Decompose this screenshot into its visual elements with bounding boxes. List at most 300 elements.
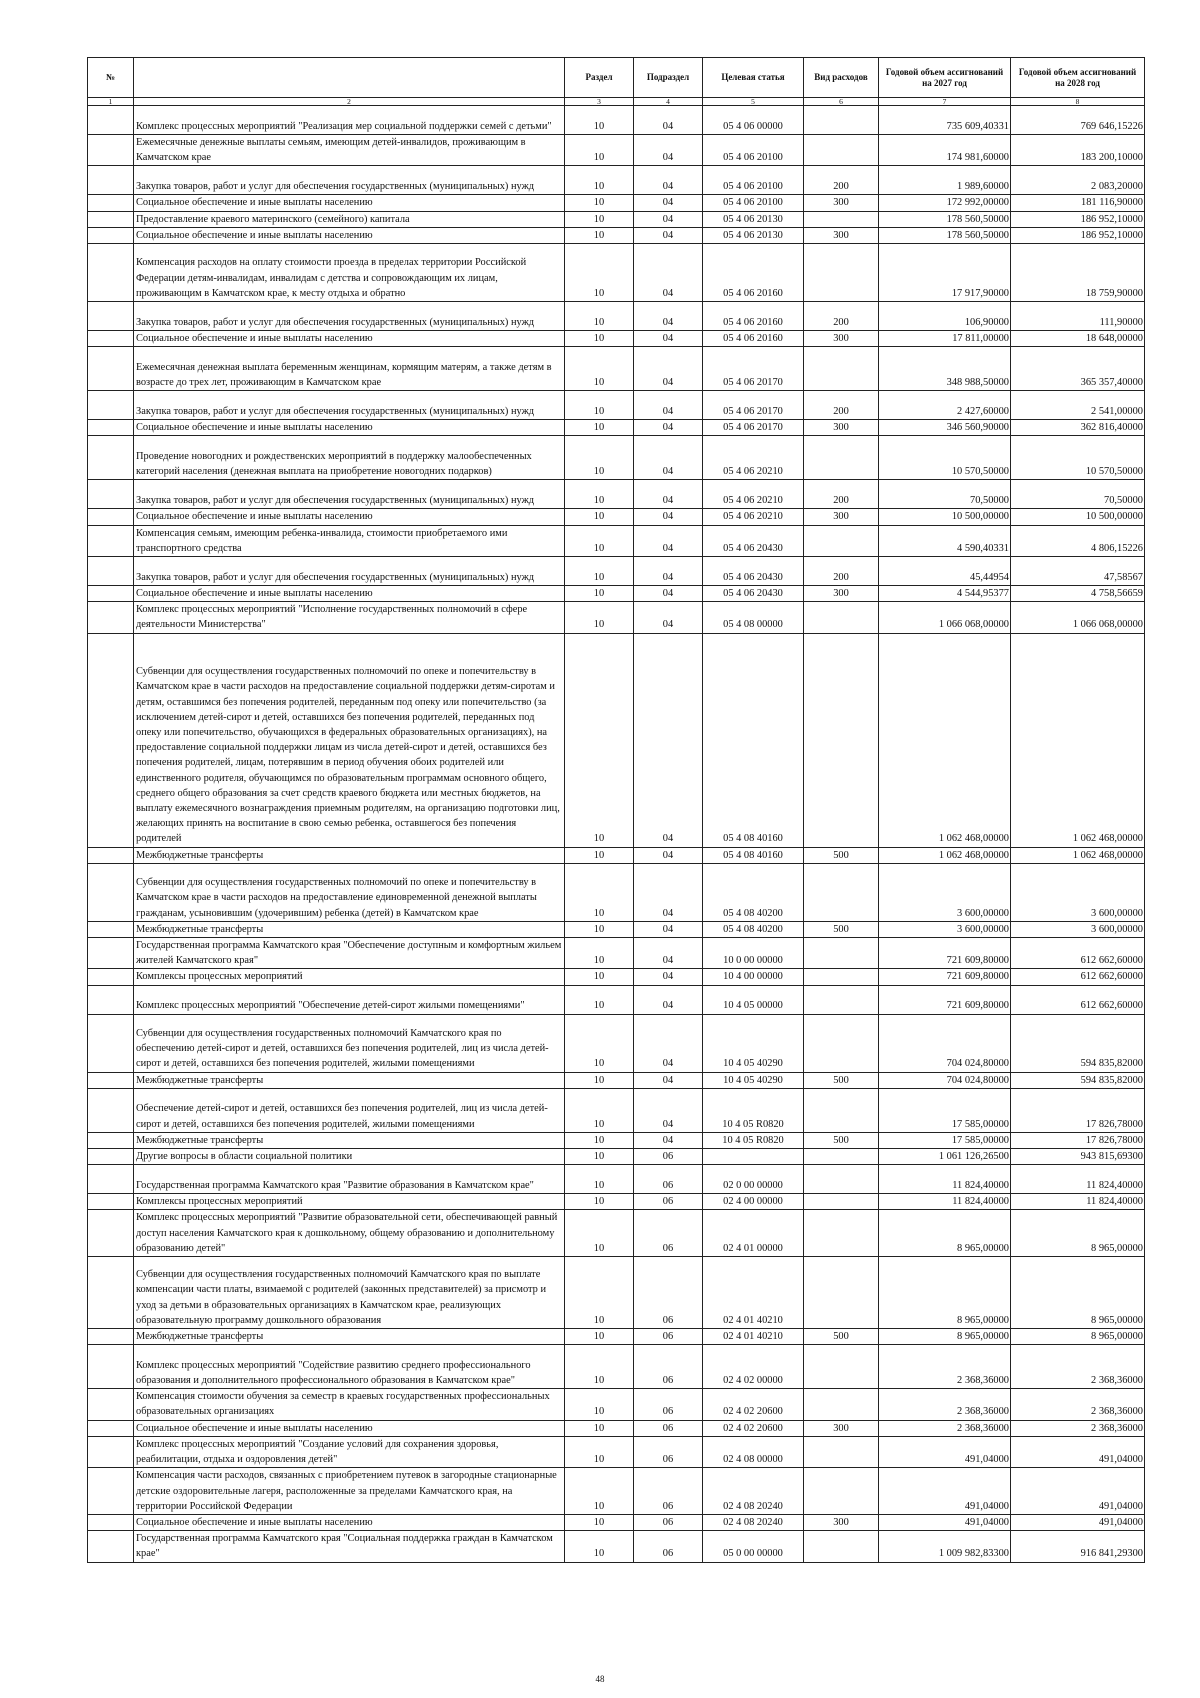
row-y2028-cell: 8 965,00000 — [1011, 1257, 1145, 1329]
row-section-cell: 10 — [565, 985, 634, 1014]
row-y2028-cell: 612 662,60000 — [1011, 985, 1145, 1014]
row-y2028-cell: 2 368,36000 — [1011, 1345, 1145, 1389]
row-y2028-cell: 2 541,00000 — [1011, 391, 1145, 420]
column-number: 3 — [565, 98, 634, 106]
row-y2028-cell: 1 062 468,00000 — [1011, 847, 1145, 863]
row-section-cell: 10 — [565, 302, 634, 331]
row-subsection-cell: 04 — [634, 602, 703, 633]
row-section-cell: 10 — [565, 331, 634, 347]
row-expense-type-cell — [804, 436, 879, 480]
row-target-cell: 10 4 05 40290 — [703, 1072, 804, 1088]
row-number-cell — [88, 602, 134, 633]
row-section-cell: 10 — [565, 1531, 634, 1562]
row-y2027-cell: 2 368,36000 — [879, 1345, 1011, 1389]
row-number-cell — [88, 244, 134, 302]
row-expense-type-cell — [804, 1165, 879, 1194]
row-name-cell: Социальное обеспечение и иные выплаты населению — [134, 586, 565, 602]
row-subsection-cell: 04 — [634, 436, 703, 480]
row-subsection-cell: 04 — [634, 135, 703, 166]
page-number: 48 — [595, 1674, 605, 1684]
row-number-cell — [88, 1257, 134, 1329]
table-row — [88, 1468, 1145, 1515]
table-row — [88, 1014, 1145, 1072]
row-target-cell: 05 4 06 20210 — [703, 480, 804, 509]
table-row — [88, 557, 1145, 586]
row-y2028-cell: 111,90000 — [1011, 302, 1145, 331]
row-y2028-cell: 491,04000 — [1011, 1436, 1145, 1467]
row-y2028-cell: 186 952,10000 — [1011, 227, 1145, 243]
row-y2027-cell: 10 500,00000 — [879, 509, 1011, 525]
table-row — [88, 244, 1145, 302]
row-section-cell: 10 — [565, 1420, 634, 1436]
row-section-cell: 10 — [565, 106, 634, 135]
table-row — [88, 391, 1145, 420]
row-subsection-cell: 06 — [634, 1194, 703, 1210]
row-name-cell: Ежемесячные денежные выплаты семьям, имеющим детей-инвалидов, проживающим в Камчатском крае — [134, 135, 565, 166]
row-target-cell: 05 4 06 20160 — [703, 302, 804, 331]
row-y2027-cell: 735 609,40331 — [879, 106, 1011, 135]
row-name-cell: Субвенции для осуществления государственных полномочий по опеке и попечительству в Камчатском крае в части расходов на предоставление социальной поддержки детям-сиротам и детям, оставшимся без попечения родителей, переданным под опеку или попечительство (за исключением детей-сирот и детей, оставшихся без попечения родителей, переданных под опеку или попечительство, обучающихся в федеральных образовательных организациях), на предоставление социальной поддержки лицам из числа детей-сирот и детей, оставшихся без попечения родителей, лицам, потерявшим в период обучения обоих родителей или единственного родителя, обучающимся по образовательным программам основного общего, среднего общего образования за счет средств краевого бюджета или местных бюджетов, на выплату ежемесячного вознаграждения приемным родителям, на организацию подготовки лиц, желающих принять на воспитание в свою семью ребенка, оставшегося без попечения родителей — [134, 633, 565, 847]
row-number-cell — [88, 938, 134, 969]
row-section-cell: 10 — [565, 135, 634, 166]
row-expense-type-cell — [804, 1345, 879, 1389]
table-row — [88, 1088, 1145, 1132]
row-subsection-cell: 06 — [634, 1531, 703, 1562]
row-subsection-cell: 04 — [634, 211, 703, 227]
row-y2028-cell: 916 841,29300 — [1011, 1531, 1145, 1562]
row-y2028-cell: 2 368,36000 — [1011, 1420, 1145, 1436]
row-target-cell: 02 4 02 20600 — [703, 1420, 804, 1436]
row-target-cell: 05 0 00 00000 — [703, 1531, 804, 1562]
row-y2028-cell: 365 357,40000 — [1011, 347, 1145, 391]
row-subsection-cell: 06 — [634, 1420, 703, 1436]
table-row — [88, 1072, 1145, 1088]
table-row — [88, 1210, 1145, 1257]
table-row — [88, 331, 1145, 347]
row-subsection-cell: 04 — [634, 166, 703, 195]
row-y2027-cell: 491,04000 — [879, 1468, 1011, 1515]
row-number-cell — [88, 436, 134, 480]
row-number-cell — [88, 847, 134, 863]
row-expense-type-cell — [804, 1194, 879, 1210]
table-row — [88, 1132, 1145, 1148]
row-number-cell — [88, 969, 134, 985]
row-subsection-cell: 04 — [634, 525, 703, 556]
row-target-cell: 05 4 06 20170 — [703, 420, 804, 436]
row-target-cell: 05 4 06 20430 — [703, 557, 804, 586]
row-section-cell: 10 — [565, 1210, 634, 1257]
column-number: 1 — [88, 98, 134, 106]
row-name-cell: Социальное обеспечение и иные выплаты населению — [134, 1514, 565, 1530]
row-target-cell: 02 0 00 00000 — [703, 1165, 804, 1194]
row-expense-type-cell: 300 — [804, 195, 879, 211]
row-expense-type-cell: 300 — [804, 420, 879, 436]
row-y2027-cell: 2 368,36000 — [879, 1389, 1011, 1420]
row-number-cell — [88, 509, 134, 525]
row-subsection-cell: 04 — [634, 480, 703, 509]
row-subsection-cell: 06 — [634, 1389, 703, 1420]
row-expense-type-cell: 300 — [804, 1420, 879, 1436]
row-y2028-cell: 11 824,40000 — [1011, 1194, 1145, 1210]
row-target-cell: 05 4 06 20130 — [703, 227, 804, 243]
row-expense-type-cell: 300 — [804, 227, 879, 243]
row-section-cell: 10 — [565, 633, 634, 847]
row-target-cell: 05 4 06 20100 — [703, 166, 804, 195]
row-expense-type-cell — [804, 1436, 879, 1467]
row-y2027-cell: 704 024,80000 — [879, 1072, 1011, 1088]
row-y2028-cell: 183 200,10000 — [1011, 135, 1145, 166]
row-number-cell — [88, 347, 134, 391]
row-y2028-cell: 8 965,00000 — [1011, 1210, 1145, 1257]
table-row — [88, 211, 1145, 227]
row-y2027-cell: 3 600,00000 — [879, 921, 1011, 937]
table-row — [88, 525, 1145, 556]
row-expense-type-cell — [804, 135, 879, 166]
row-section-cell: 10 — [565, 969, 634, 985]
row-number-cell — [88, 557, 134, 586]
row-y2027-cell: 10 570,50000 — [879, 436, 1011, 480]
row-target-cell: 02 4 01 40210 — [703, 1329, 804, 1345]
column-number: 8 — [1011, 98, 1145, 106]
row-subsection-cell: 06 — [634, 1149, 703, 1165]
row-number-cell — [88, 1514, 134, 1530]
row-subsection-cell: 04 — [634, 1088, 703, 1132]
row-section-cell: 10 — [565, 227, 634, 243]
row-y2028-cell: 362 816,40000 — [1011, 420, 1145, 436]
row-expense-type-cell — [804, 633, 879, 847]
table-row — [88, 1531, 1145, 1562]
row-y2027-cell: 346 560,90000 — [879, 420, 1011, 436]
row-expense-type-cell — [804, 863, 879, 921]
row-subsection-cell: 04 — [634, 969, 703, 985]
row-y2028-cell: 10 500,00000 — [1011, 509, 1145, 525]
row-section-cell: 10 — [565, 1072, 634, 1088]
row-number-cell — [88, 166, 134, 195]
row-name-cell: Комплекс процессных мероприятий "Реализация мер социальной поддержки семей с детьми" — [134, 106, 565, 135]
row-target-cell: 05 4 06 20100 — [703, 195, 804, 211]
row-name-cell: Государственная программа Камчатского края "Обеспечение доступным и комфортным жильем жителей Камчатского края" — [134, 938, 565, 969]
row-name-cell: Комплекс процессных мероприятий "Исполнение государственных полномочий в сфере деятельности Министерства" — [134, 602, 565, 633]
row-section-cell: 10 — [565, 480, 634, 509]
table-row — [88, 347, 1145, 391]
row-y2027-cell: 4 544,95377 — [879, 586, 1011, 602]
row-number-cell — [88, 1345, 134, 1389]
column-number: 5 — [703, 98, 804, 106]
row-target-cell: 05 4 06 20210 — [703, 436, 804, 480]
table-row — [88, 1149, 1145, 1165]
row-number-cell — [88, 106, 134, 135]
row-y2027-cell: 106,90000 — [879, 302, 1011, 331]
row-target-cell: 05 4 06 20170 — [703, 347, 804, 391]
row-number-cell — [88, 391, 134, 420]
row-number-cell — [88, 1389, 134, 1420]
row-subsection-cell: 04 — [634, 921, 703, 937]
row-target-cell: 05 4 06 20160 — [703, 331, 804, 347]
row-target-cell: 05 4 06 20160 — [703, 244, 804, 302]
row-subsection-cell: 04 — [634, 244, 703, 302]
table-row — [88, 480, 1145, 509]
row-y2028-cell: 18 759,90000 — [1011, 244, 1145, 302]
row-y2027-cell: 2 427,60000 — [879, 391, 1011, 420]
row-section-cell: 10 — [565, 195, 634, 211]
row-subsection-cell: 04 — [634, 347, 703, 391]
row-number-cell — [88, 921, 134, 937]
row-section-cell: 10 — [565, 1468, 634, 1515]
header-subsection: Подраздел — [634, 58, 703, 98]
row-expense-type-cell: 500 — [804, 1329, 879, 1345]
table-row — [88, 1420, 1145, 1436]
row-name-cell: Компенсация расходов на оплату стоимости проезда в пределах территории Российской Федерации детям-инвалидам, инвалидам с детства и сопровождающим их лицам, проживающим в Камчатском крае, к месту отдыха и обратно — [134, 244, 565, 302]
row-expense-type-cell: 300 — [804, 509, 879, 525]
row-target-cell: 05 4 06 20100 — [703, 135, 804, 166]
table-body — [88, 106, 1145, 1563]
row-target-cell: 05 4 06 20210 — [703, 509, 804, 525]
row-y2027-cell: 2 368,36000 — [879, 1420, 1011, 1436]
row-subsection-cell: 04 — [634, 586, 703, 602]
row-section-cell: 10 — [565, 1194, 634, 1210]
row-subsection-cell: 04 — [634, 391, 703, 420]
row-name-cell: Социальное обеспечение и иные выплаты населению — [134, 331, 565, 347]
row-number-cell — [88, 195, 134, 211]
row-target-cell: 05 4 08 40200 — [703, 921, 804, 937]
row-target-cell: 10 4 05 40290 — [703, 1014, 804, 1072]
budget-table — [87, 57, 1145, 1563]
row-y2027-cell: 17 811,00000 — [879, 331, 1011, 347]
row-section-cell: 10 — [565, 1149, 634, 1165]
row-number-cell — [88, 302, 134, 331]
row-number-cell — [88, 1420, 134, 1436]
row-section-cell: 10 — [565, 166, 634, 195]
row-number-cell — [88, 1436, 134, 1467]
row-expense-type-cell — [804, 106, 879, 135]
table-row — [88, 1436, 1145, 1467]
row-target-cell: 05 4 08 00000 — [703, 602, 804, 633]
row-expense-type-cell: 500 — [804, 1072, 879, 1088]
row-subsection-cell: 04 — [634, 302, 703, 331]
row-expense-type-cell — [804, 985, 879, 1014]
row-expense-type-cell: 200 — [804, 166, 879, 195]
header-y2027: Годовой объем ассигнований на 2027 год — [879, 58, 1011, 98]
table-row — [88, 1329, 1145, 1345]
row-y2028-cell: 70,50000 — [1011, 480, 1145, 509]
row-name-cell: Комплекс процессных мероприятий "Развитие образовательной сети, обеспечивающей равный доступ населения Камчатского края к дошкольному, общему образованию и дополнительному образованию детей" — [134, 1210, 565, 1257]
column-number: 6 — [804, 98, 879, 106]
table-row — [88, 1514, 1145, 1530]
row-name-cell: Социальное обеспечение и иные выплаты населению — [134, 227, 565, 243]
row-number-cell — [88, 1014, 134, 1072]
row-name-cell: Предоставление краевого материнского (семейного) капитала — [134, 211, 565, 227]
row-subsection-cell: 04 — [634, 557, 703, 586]
table-row — [88, 135, 1145, 166]
row-y2027-cell: 1 009 982,83300 — [879, 1531, 1011, 1562]
row-number-cell — [88, 525, 134, 556]
row-y2028-cell: 17 826,78000 — [1011, 1132, 1145, 1148]
row-section-cell: 10 — [565, 391, 634, 420]
row-y2027-cell: 17 585,00000 — [879, 1132, 1011, 1148]
header-y2028: Годовой объем ассигнований на 2028 год — [1011, 58, 1145, 98]
row-expense-type-cell — [804, 244, 879, 302]
row-target-cell: 02 4 02 20600 — [703, 1389, 804, 1420]
row-target-cell: 02 4 08 20240 — [703, 1468, 804, 1515]
row-y2028-cell: 1 062 468,00000 — [1011, 633, 1145, 847]
row-number-cell — [88, 135, 134, 166]
row-target-cell: 10 4 05 00000 — [703, 985, 804, 1014]
table-row — [88, 509, 1145, 525]
table-row — [88, 1194, 1145, 1210]
row-y2027-cell: 721 609,80000 — [879, 969, 1011, 985]
row-section-cell: 10 — [565, 1257, 634, 1329]
row-section-cell: 10 — [565, 211, 634, 227]
row-y2028-cell: 491,04000 — [1011, 1514, 1145, 1530]
row-y2028-cell: 769 646,15226 — [1011, 106, 1145, 135]
row-y2027-cell: 11 824,40000 — [879, 1194, 1011, 1210]
row-name-cell: Компенсация стоимости обучения за семестр в краевых государственных профессиональных образовательных организациях — [134, 1389, 565, 1420]
row-y2027-cell: 8 965,00000 — [879, 1329, 1011, 1345]
column-number: 4 — [634, 98, 703, 106]
row-y2028-cell: 17 826,78000 — [1011, 1088, 1145, 1132]
row-section-cell: 10 — [565, 436, 634, 480]
row-subsection-cell: 06 — [634, 1165, 703, 1194]
row-section-cell: 10 — [565, 1436, 634, 1467]
row-target-cell: 10 4 00 00000 — [703, 969, 804, 985]
row-y2028-cell: 612 662,60000 — [1011, 938, 1145, 969]
row-y2027-cell: 3 600,00000 — [879, 863, 1011, 921]
row-subsection-cell: 04 — [634, 331, 703, 347]
table-row — [88, 227, 1145, 243]
row-subsection-cell: 04 — [634, 227, 703, 243]
row-name-cell: Комплекс процессных мероприятий "Содействие развитию среднего профессионального образования и дополнительного профессионального образования в Камчатском крае" — [134, 1345, 565, 1389]
row-number-cell — [88, 633, 134, 847]
row-section-cell: 10 — [565, 347, 634, 391]
row-section-cell: 10 — [565, 1088, 634, 1132]
row-name-cell: Комплексы процессных мероприятий — [134, 969, 565, 985]
column-number: 7 — [879, 98, 1011, 106]
row-expense-type-cell: 500 — [804, 847, 879, 863]
row-y2028-cell: 11 824,40000 — [1011, 1165, 1145, 1194]
row-name-cell: Компенсация части расходов, связанных с приобретением путевок в загородные стационарные детские оздоровительные лагеря, расположенные за пределами Камчатского края, на территории Российской Федерации — [134, 1468, 565, 1515]
column-number: 2 — [134, 98, 565, 106]
table-row — [88, 420, 1145, 436]
header-num: № — [88, 58, 134, 98]
row-expense-type-cell — [804, 969, 879, 985]
table-row — [88, 633, 1145, 847]
row-expense-type-cell — [804, 602, 879, 633]
row-expense-type-cell — [804, 525, 879, 556]
row-name-cell: Другие вопросы в области социальной политики — [134, 1149, 565, 1165]
row-target-cell: 02 4 08 00000 — [703, 1436, 804, 1467]
row-name-cell: Комплексы процессных мероприятий — [134, 1194, 565, 1210]
row-y2027-cell: 70,50000 — [879, 480, 1011, 509]
row-target-cell: 05 4 06 00000 — [703, 106, 804, 135]
row-target-cell: 05 4 06 20430 — [703, 525, 804, 556]
table-row — [88, 985, 1145, 1014]
table-row — [88, 863, 1145, 921]
row-y2028-cell: 18 648,00000 — [1011, 331, 1145, 347]
row-y2028-cell: 594 835,82000 — [1011, 1014, 1145, 1072]
row-name-cell: Закупка товаров, работ и услуг для обеспечения государственных (муниципальных) нужд — [134, 557, 565, 586]
row-y2028-cell: 181 116,90000 — [1011, 195, 1145, 211]
row-expense-type-cell — [804, 938, 879, 969]
row-number-cell — [88, 1468, 134, 1515]
row-name-cell: Закупка товаров, работ и услуг для обеспечения государственных (муниципальных) нужд — [134, 480, 565, 509]
row-y2028-cell: 491,04000 — [1011, 1468, 1145, 1515]
row-target-cell: 02 4 02 00000 — [703, 1345, 804, 1389]
row-subsection-cell: 04 — [634, 863, 703, 921]
row-subsection-cell: 04 — [634, 420, 703, 436]
row-subsection-cell: 04 — [634, 938, 703, 969]
row-name-cell: Проведение новогодних и рождественских мероприятий в поддержку малообеспеченных категорий населения (денежная выплата на приобретение новогодних подарков) — [134, 436, 565, 480]
row-y2028-cell: 1 066 068,00000 — [1011, 602, 1145, 633]
row-y2028-cell: 4 806,15226 — [1011, 525, 1145, 556]
row-subsection-cell: 04 — [634, 106, 703, 135]
row-name-cell: Субвенции для осуществления государственных полномочий Камчатского края по выплате компенсации части платы, взимаемой с родителей (законных представителей) за присмотр и уход за детьми в образовательных организациях в Камчатском крае, реализующих образовательную программу дошкольного образования — [134, 1257, 565, 1329]
row-target-cell: 05 4 06 20170 — [703, 391, 804, 420]
row-expense-type-cell: 200 — [804, 480, 879, 509]
row-y2027-cell: 11 824,40000 — [879, 1165, 1011, 1194]
table-row — [88, 106, 1145, 135]
row-number-cell — [88, 480, 134, 509]
row-expense-type-cell — [804, 1088, 879, 1132]
row-section-cell: 10 — [565, 921, 634, 937]
row-y2028-cell: 47,58567 — [1011, 557, 1145, 586]
row-number-cell — [88, 1210, 134, 1257]
row-subsection-cell: 04 — [634, 985, 703, 1014]
row-target-cell — [703, 1149, 804, 1165]
row-target-cell: 05 4 08 40160 — [703, 847, 804, 863]
row-y2027-cell: 17 585,00000 — [879, 1088, 1011, 1132]
row-y2027-cell: 721 609,80000 — [879, 985, 1011, 1014]
row-name-cell: Закупка товаров, работ и услуг для обеспечения государственных (муниципальных) нужд — [134, 391, 565, 420]
row-subsection-cell: 04 — [634, 509, 703, 525]
row-section-cell: 10 — [565, 420, 634, 436]
row-expense-type-cell: 300 — [804, 586, 879, 602]
row-name-cell: Государственная программа Камчатского края "Развитие образования в Камчатском крае" — [134, 1165, 565, 1194]
row-subsection-cell: 04 — [634, 195, 703, 211]
row-number-cell — [88, 420, 134, 436]
row-section-cell: 10 — [565, 1329, 634, 1345]
row-number-cell — [88, 985, 134, 1014]
table-row — [88, 1257, 1145, 1329]
table-row — [88, 602, 1145, 633]
row-number-cell — [88, 1072, 134, 1088]
row-target-cell: 05 4 06 20430 — [703, 586, 804, 602]
row-y2027-cell: 178 560,50000 — [879, 227, 1011, 243]
row-section-cell: 10 — [565, 586, 634, 602]
row-y2028-cell: 2 368,36000 — [1011, 1389, 1145, 1420]
row-name-cell: Социальное обеспечение и иные выплаты населению — [134, 509, 565, 525]
row-expense-type-cell: 300 — [804, 1514, 879, 1530]
row-name-cell: Межбюджетные трансферты — [134, 1329, 565, 1345]
row-target-cell: 02 4 01 40210 — [703, 1257, 804, 1329]
row-expense-type-cell — [804, 1210, 879, 1257]
row-name-cell: Межбюджетные трансферты — [134, 1132, 565, 1148]
row-y2028-cell: 4 758,56659 — [1011, 586, 1145, 602]
row-y2027-cell: 721 609,80000 — [879, 938, 1011, 969]
table-row — [88, 195, 1145, 211]
row-name-cell: Социальное обеспечение и иные выплаты населению — [134, 195, 565, 211]
row-number-cell — [88, 331, 134, 347]
row-subsection-cell: 06 — [634, 1514, 703, 1530]
row-expense-type-cell: 300 — [804, 331, 879, 347]
row-y2028-cell: 3 600,00000 — [1011, 863, 1145, 921]
row-y2027-cell: 174 981,60000 — [879, 135, 1011, 166]
row-section-cell: 10 — [565, 847, 634, 863]
row-y2027-cell: 348 988,50000 — [879, 347, 1011, 391]
row-number-cell — [88, 227, 134, 243]
row-number-cell — [88, 1165, 134, 1194]
row-expense-type-cell: 200 — [804, 302, 879, 331]
row-expense-type-cell: 500 — [804, 921, 879, 937]
